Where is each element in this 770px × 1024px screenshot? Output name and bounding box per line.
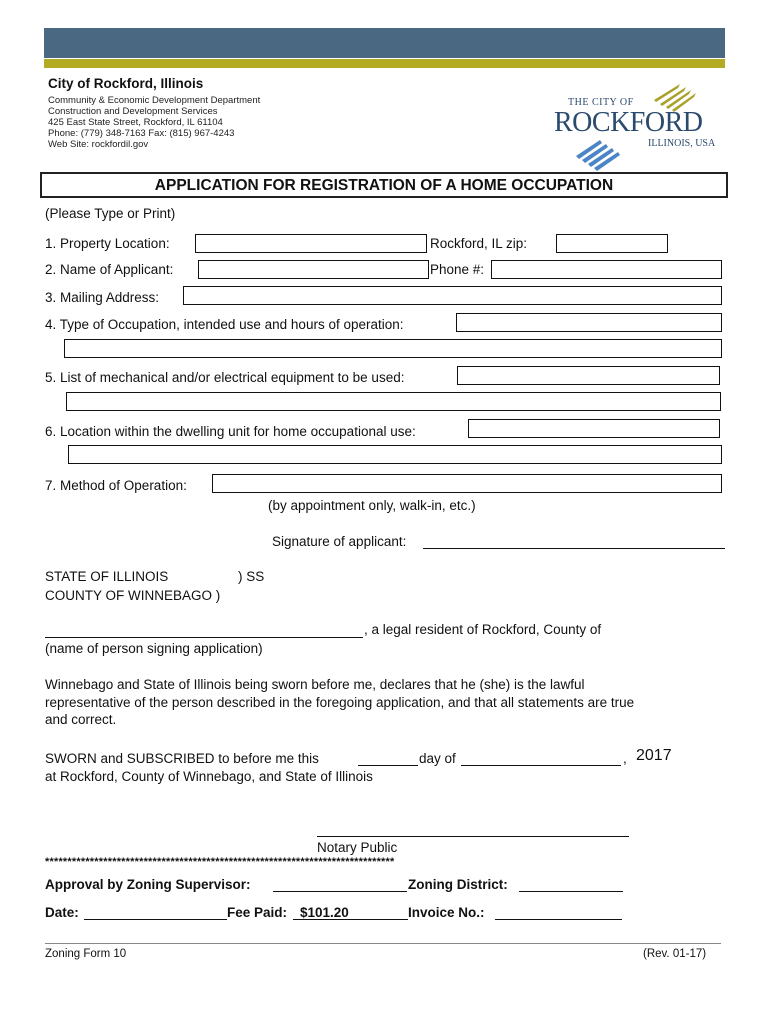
fee-amount: $101.20	[300, 905, 349, 920]
zoning-district-line[interactable]	[519, 891, 623, 892]
logo-bottom-text: ILLINOIS, USA	[648, 138, 716, 149]
notary-signature-line[interactable]	[317, 836, 629, 837]
county-label: COUNTY OF WINNEBAGO )	[45, 588, 221, 603]
property-location-label: 1. Property Location:	[45, 236, 170, 251]
sworn-text: SWORN and SUBSCRIBED to before me this	[45, 751, 319, 766]
instruction-text: (Please Type or Print)	[45, 206, 176, 221]
declaration-line-3: and correct.	[45, 712, 117, 727]
phone-line: Phone: (779) 348-7163 Fax: (815) 967-4243	[48, 128, 235, 139]
website-line: Web Site: rockfordil.gov	[48, 139, 149, 150]
separator-stars: ******************************************************************************	[45, 856, 395, 868]
applicant-name-field[interactable]	[198, 260, 429, 279]
notary-label: Notary Public	[317, 840, 398, 855]
invoice-line[interactable]	[495, 919, 622, 920]
method-operation-label: 7. Method of Operation:	[45, 478, 187, 493]
occupation-type-label: 4. Type of Occupation, intended use and hours of operation:	[45, 317, 404, 332]
sworn-month-line[interactable]	[461, 765, 621, 766]
signature-label: Signature of applicant:	[272, 534, 407, 549]
declaration-line-2: representative of the person described in the foregoing application, and that all statements are true	[45, 695, 635, 710]
dwelling-location-field[interactable]	[468, 419, 720, 438]
zoning-supervisor-label: Approval by Zoning Supervisor:	[45, 877, 251, 892]
phone-field[interactable]	[491, 260, 722, 279]
legal-resident-text: , a legal resident of Rockford, County of	[364, 622, 602, 637]
logo-top-text: THE CITY OF	[568, 97, 634, 108]
zip-field[interactable]	[556, 234, 668, 253]
day-of-text: day of	[419, 751, 456, 766]
date-line[interactable]	[84, 919, 227, 920]
rockford-logo	[554, 82, 724, 172]
signer-name-hint: (name of person signing application)	[45, 641, 263, 656]
revision-label: (Rev. 01-17)	[643, 948, 707, 960]
form-number: Zoning Form 10	[45, 948, 127, 960]
mailing-address-field[interactable]	[183, 286, 722, 305]
applicant-name-label: 2. Name of Applicant:	[45, 262, 174, 277]
phone-label: Phone #:	[430, 262, 485, 277]
occupation-type-field-line2[interactable]	[64, 339, 722, 358]
declaration-line-1: Winnebago and State of Illinois being sworn before me, declares that he (she) is the lawful	[45, 677, 585, 692]
ss-label: ) SS	[238, 569, 265, 584]
date-label: Date:	[45, 905, 79, 920]
division-line: Construction and Development Services	[48, 106, 218, 117]
comma-text: ,	[623, 751, 627, 766]
method-operation-field[interactable]	[212, 474, 722, 493]
fee-paid-label: Fee Paid:	[227, 905, 288, 920]
city-name: City of Rockford, Illinois	[48, 76, 204, 91]
city-state-label: Rockford, IL zip:	[430, 236, 528, 251]
form-title: APPLICATION FOR REGISTRATION OF A HOME OCCUPATION	[40, 172, 728, 198]
signer-name-line[interactable]	[45, 637, 363, 638]
occupation-type-field[interactable]	[456, 313, 722, 332]
sworn-year: 2017	[636, 747, 672, 764]
mailing-address-label: 3. Mailing Address:	[45, 290, 160, 305]
logo-main-text: ROCKFORD	[554, 107, 703, 138]
department-line: Community & Economic Development Department	[48, 95, 261, 106]
zoning-supervisor-line[interactable]	[273, 891, 407, 892]
dwelling-location-label: 6. Location within the dwelling unit for home occupational use:	[45, 424, 416, 439]
sworn-location-text: at Rockford, County of Winnebago, and State of Illinois	[45, 769, 373, 784]
method-operation-hint: (by appointment only, walk-in, etc.)	[268, 498, 476, 513]
header-accent-bar	[44, 59, 725, 68]
invoice-label: Invoice No.:	[408, 905, 485, 920]
header-banner	[44, 28, 725, 58]
signature-line[interactable]	[423, 548, 725, 549]
footer-divider	[45, 943, 721, 944]
zoning-district-label: Zoning District:	[408, 877, 508, 892]
sworn-day-line[interactable]	[358, 765, 418, 766]
dwelling-location-field-line2[interactable]	[68, 445, 722, 464]
property-location-field[interactable]	[195, 234, 427, 253]
equipment-label: 5. List of mechanical and/or electrical equipment to be used:	[45, 370, 405, 385]
address-line: 425 East State Street, Rockford, IL 61104	[48, 117, 223, 128]
equipment-field[interactable]	[457, 366, 720, 385]
equipment-field-line2[interactable]	[66, 392, 721, 411]
state-label: STATE OF ILLINOIS	[45, 569, 169, 584]
